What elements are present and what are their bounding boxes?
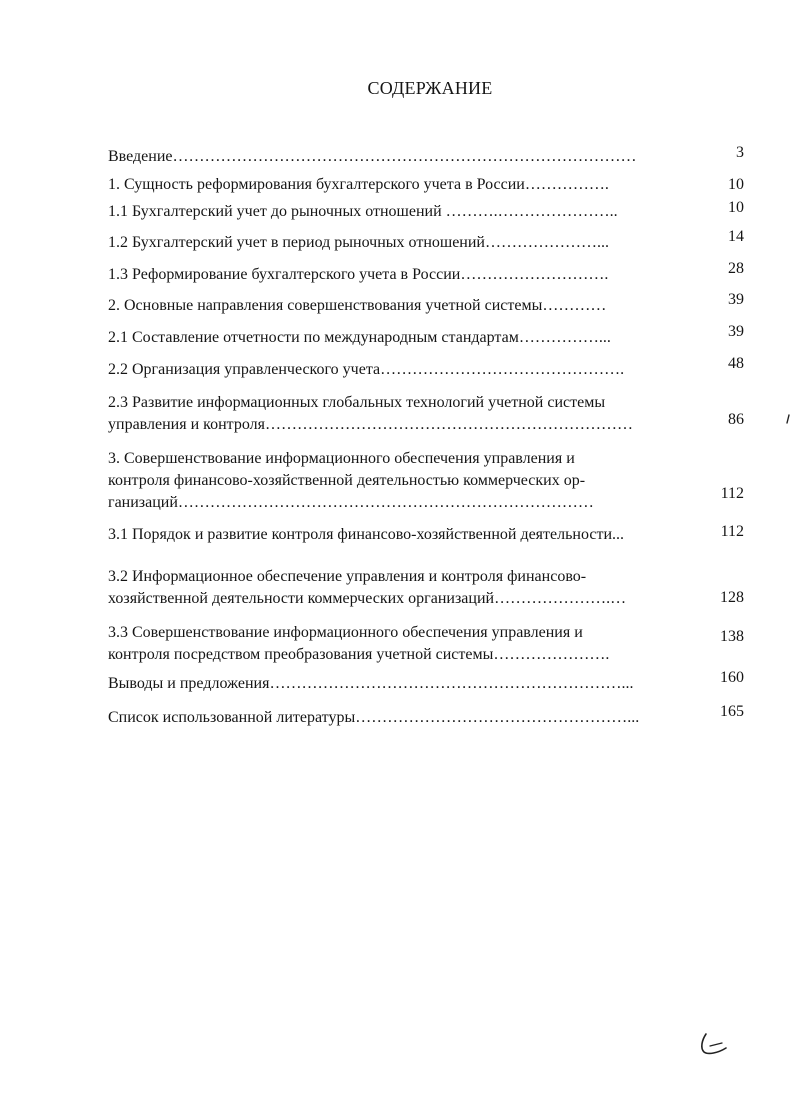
toc-entry-bibliography: [108, 703, 748, 729]
toc-entry-text: [108, 174, 700, 196]
handwritten-signature: [696, 1028, 730, 1062]
toc-entry-section-2-3: [108, 392, 748, 436]
toc-page-number: 3: [736, 144, 744, 161]
toc-line: контроля посредством преобразования учетной системы………………….: [108, 646, 610, 663]
toc-page-number: 14: [728, 228, 744, 245]
toc-entry-introduction: [108, 146, 748, 168]
toc-page-number: 28: [728, 260, 744, 277]
margin-pen-mark: [786, 414, 790, 424]
toc-line: Введение……………………………………………………………………………: [108, 148, 637, 165]
toc-line: хозяйственной деятельности коммерческих организаций………………….…: [108, 590, 627, 607]
toc-entry-section-3-2: [108, 566, 748, 610]
toc-entry-chapter-1: [108, 174, 748, 196]
toc-entry-text: [108, 327, 700, 349]
toc-line: 1.2 Бухгалтерский учет в период рыночных отношений…………………...: [108, 234, 609, 251]
toc-line: 1.3 Реформирование бухгалтерского учета в России……………………….: [108, 266, 609, 283]
toc-page-number: 10: [728, 176, 744, 193]
toc-line: 2.3 Развитие информационных глобальных технологий учетной системы: [108, 394, 606, 411]
toc-entry-text: [108, 707, 700, 729]
toc-entry-section-3-3: [108, 622, 748, 666]
toc-entry-section-1-3: [108, 260, 748, 286]
toc-page-number: 138: [720, 628, 744, 645]
toc-page-number: 86: [728, 411, 744, 428]
toc-entry-text: [108, 448, 700, 514]
toc-line: Выводы и предложения…………………………………………………………...: [108, 675, 634, 692]
toc-entry-text: [108, 264, 700, 286]
toc-line: 3.3 Совершенствование информационного обеспечения управления и: [108, 624, 583, 641]
toc-entry-text: [108, 566, 700, 610]
toc-page-number: 112: [720, 523, 744, 540]
toc-entry-text: [108, 622, 700, 666]
toc-entry-section-1-1: [108, 201, 748, 223]
toc-page-number: 112: [720, 485, 744, 502]
toc-entry-text: [108, 201, 700, 223]
toc-line: 3.2 Информационное обеспечение управления и контроля финансово-: [108, 568, 587, 585]
toc-entry-text: [108, 146, 700, 168]
toc-entry-section-2-2: [108, 355, 748, 381]
toc-line: Список использованной литературы……………………………………………...: [108, 709, 640, 726]
toc-page-number: 39: [728, 291, 744, 308]
toc-page-number: 128: [720, 589, 744, 606]
toc-line: 2.1 Составление отчетности по международным стандартам……………...: [108, 329, 611, 346]
toc-line: ганизаций……………………………………………………………………: [108, 494, 594, 511]
toc-line: 1.1 Бухгалтерский учет до рыночных отношений ……….…………………..: [108, 203, 618, 220]
toc-line: 3.1 Порядок и развитие контроля финансово-хозяйственной деятельности...: [108, 526, 625, 543]
toc-page-number: 160: [720, 669, 744, 686]
toc-entry-section-3-1: [108, 524, 748, 546]
toc-line: 2.2 Организация управленческого учета……………………………………….: [108, 361, 625, 378]
toc-page-number: 39: [728, 323, 744, 340]
toc-entry-text: [108, 524, 700, 546]
toc-entry-text: [108, 232, 700, 254]
toc-entry-section-2-1: [108, 323, 748, 349]
page-title: СОДЕРЖАНИЕ: [367, 78, 493, 98]
toc-entry-text: [108, 673, 700, 695]
toc-page-number: 165: [720, 703, 744, 720]
toc-entry-chapter-3: [108, 448, 748, 514]
toc-page-number: 48: [728, 355, 744, 372]
toc-page-number: 10: [728, 199, 744, 216]
toc-line: 2. Основные направления совершенствования учетной системы…………: [108, 297, 607, 314]
toc-entry-text: [108, 295, 700, 317]
toc-line: контроля финансово-хозяйственной деятельностью коммерческих ор-: [108, 472, 586, 489]
toc-entry-section-1-2: [108, 228, 748, 254]
toc-entry-text: [108, 359, 700, 381]
toc-line: 3. Совершенствование информационного обеспечения управления и: [108, 450, 575, 467]
toc-entry-chapter-2: [108, 291, 748, 317]
toc-entry-conclusions: [108, 669, 748, 695]
toc-entry-text: [108, 392, 700, 436]
toc-line: управления и контроля……………………………………………………………: [108, 416, 633, 433]
toc-line: 1. Сущность реформирования бухгалтерского учета в России…………….: [108, 176, 609, 193]
